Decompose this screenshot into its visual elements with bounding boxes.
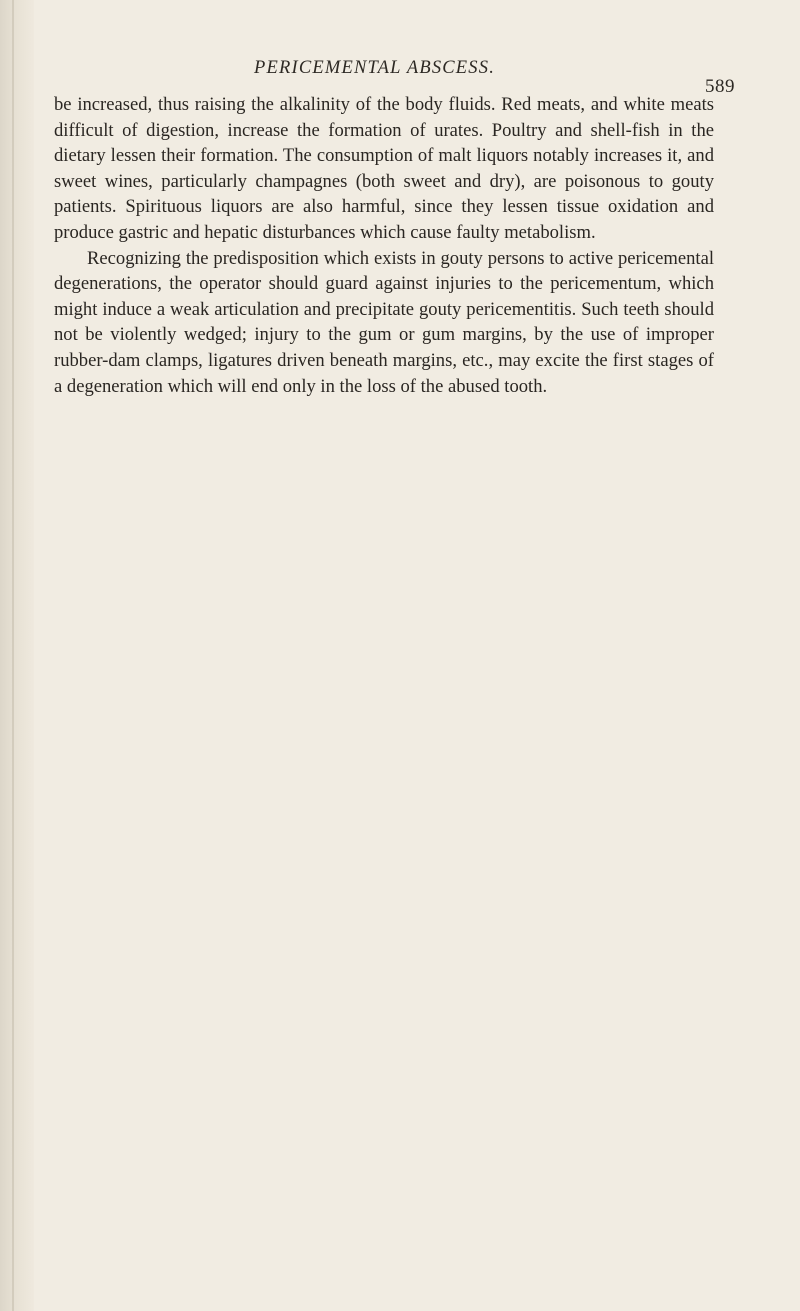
paragraph-diet: be increased, thus raising the alkalinity of the body fluids. Red meats, and white meats difficult of digestion, increase the formation of urates. Poultry and shell-fish in the dietary lessen their formation. The consumption of malt liquors notably increases it, and sweet wines, particularly champagnes (both sweet and dry), are poisonous to gouty patients. Spirituous liquors are also harmful, since they lessen tissue oxidation and produce gastric and hepatic disturbances which cause faulty metabolism. <box>54 94 714 243</box>
page-header <box>0 58 800 97</box>
paragraph-recognizing: Recognizing the predisposition which exists in gouty persons to active pericemental degenerations, the operator should guard against injuries to the pericementum, which might induce a weak articulation and precipitate gouty pericementitis. Such teeth should not be violently wedged; injury to the gum or gum margins, by the use of improper rubber-dam clamps, ligatures driven beneath margins, etc., may excite the first stages of a degeneration which will end only in the loss of the abused tooth. <box>54 247 714 397</box>
page-gutter-shadow <box>0 0 34 1311</box>
running-title: PERICEMENTAL ABSCESS. <box>254 58 496 78</box>
page-gutter-line <box>12 0 14 1311</box>
page-number: 589 <box>705 76 735 97</box>
body-text <box>54 92 714 399</box>
